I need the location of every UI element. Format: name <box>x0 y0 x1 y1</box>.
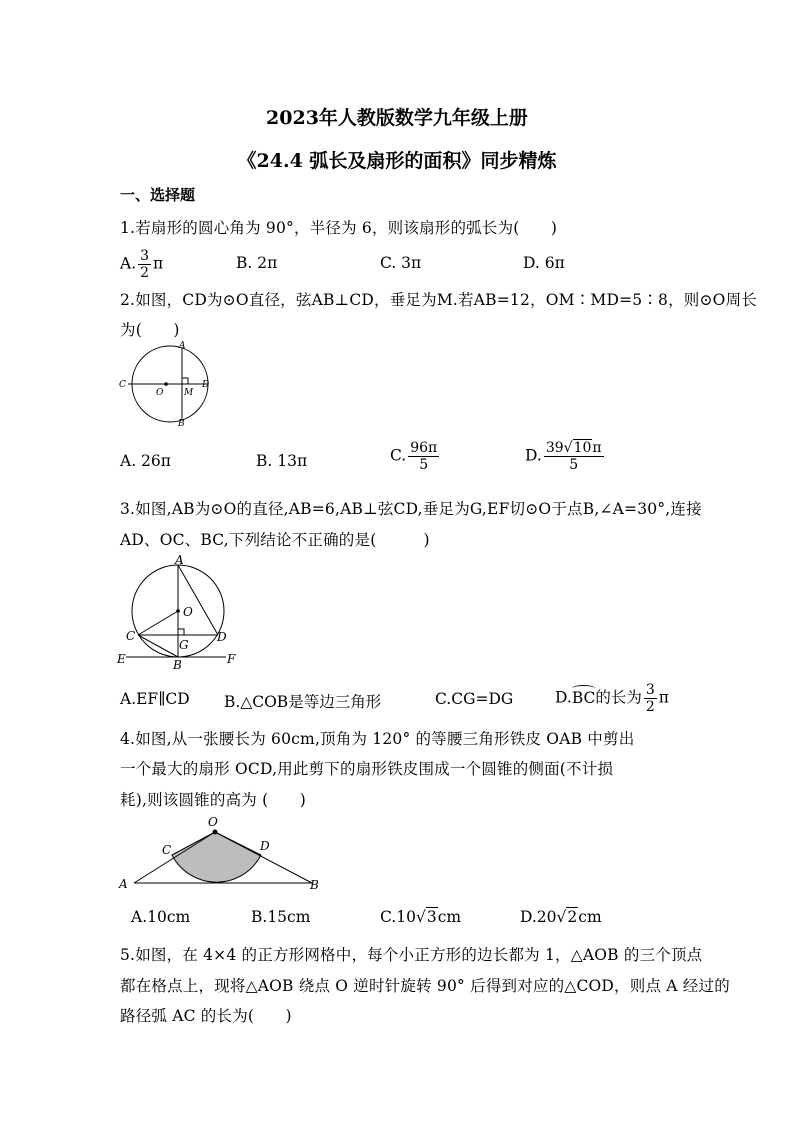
question-4-text-line1: 4.如图,从一张腰长为 60cm,顶角为 120° 的等腰三角形铁皮 OAB 中剪出 <box>120 730 635 748</box>
question-5-text-line2: 都在格点上，现将△AOB 绕点 O 逆时针旋转 90° 后得到对应的△COD，则点 A 经过的 <box>120 977 730 995</box>
svg-text:A: A <box>179 341 186 351</box>
svg-text:C: C <box>119 380 126 390</box>
svg-text:O: O <box>156 388 164 398</box>
question-3-option-d: D.BC的长为 $\frac{3}{2}$ π <box>555 682 669 715</box>
svg-text:D: D <box>260 839 270 853</box>
question-1-option-b: B. 2π <box>236 254 278 272</box>
question-4-triangle-sector-diagram <box>116 814 331 894</box>
svg-text:C: C <box>126 629 136 643</box>
svg-text:D: D <box>217 630 227 644</box>
question-2-option-d: D. $\frac{39√10\pi}{5}$ <box>525 440 602 473</box>
question-2-option-a: A. 26π <box>120 452 171 470</box>
question-3-option-a: A.EF∥CD <box>120 690 190 708</box>
section-heading: 一、选择题 <box>120 186 196 204</box>
question-5-text-line1: 5.如图，在 4×4 的正方形网格中，每个小正方形的边长都为 1，△AOB 的三个顶点 <box>120 946 703 964</box>
question-4-option-d: D.20√2cm <box>520 908 602 926</box>
svg-text:E: E <box>117 652 126 666</box>
svg-text:C: C <box>162 843 172 857</box>
question-4-text-line2: 一个最大的扇形 OCD,用此剪下的扇形铁皮围成一个圆锥的侧面(不计损 <box>120 760 614 778</box>
svg-text:B: B <box>173 658 182 672</box>
question-3-text-line1: 3.如图,AB为⊙O的直径,AB=6,AB⊥弦CD,垂足为G,EF切⊙O于点B,∠A=30°,连接 <box>120 500 702 518</box>
question-3-option-b: B.△COB是等边三角形 <box>224 693 382 711</box>
question-2-option-b: B. 13π <box>256 452 308 470</box>
svg-text:G: G <box>179 638 189 652</box>
question-4-option-c: C.10√3cm <box>380 908 462 926</box>
question-5-text-line3: 路径弧 AC 的长为( ) <box>120 1007 292 1025</box>
question-3-option-c: C.CG=DG <box>435 690 514 708</box>
svg-text:D: D <box>202 380 210 390</box>
question-2-text-line1: 2.如图，CD为⊙O直径，弦AB⊥CD，垂足为M.若AB=12，OM∶MD=5∶8，则⊙O周长 <box>120 291 757 309</box>
svg-text:F: F <box>227 652 236 666</box>
question-1-option-c: C. 3π <box>380 254 422 272</box>
worksheet-title: 2023年人教版数学九年级上册 <box>266 107 528 129</box>
question-4-option-a: A.10cm <box>131 908 191 926</box>
svg-text:O: O <box>208 815 218 829</box>
question-1-text: 1.若扇形的圆心角为 90°，半径为 6，则该扇形的弧长为( ) <box>120 219 558 237</box>
question-3-text-line2: AD、OC、BC,下列结论不正确的是( ) <box>120 531 430 549</box>
question-2-option-c: C. $\frac{96\pi}{5}$ <box>390 440 438 473</box>
svg-text:A: A <box>175 553 184 567</box>
svg-text:B: B <box>178 419 185 429</box>
question-2-circle-diagram <box>116 340 216 430</box>
svg-text:O: O <box>183 605 193 619</box>
question-4-option-b: B.15cm <box>251 908 311 926</box>
question-4-text-line3: 耗),则该圆锥的高为 ( ) <box>120 791 306 809</box>
svg-text:A: A <box>119 877 128 891</box>
question-2-text-line2: 为( ) <box>120 321 180 339</box>
question-1-option-a: A. $\frac{3}{2}$ π <box>120 248 164 281</box>
question-3-circle-diagram <box>116 555 246 670</box>
worksheet-subtitle: 《24.4 弧长及扇形的面积》同步精炼 <box>237 150 557 172</box>
question-1-option-d: D. 6π <box>523 254 565 272</box>
svg-text:M: M <box>184 388 194 398</box>
svg-text:B: B <box>310 878 319 892</box>
